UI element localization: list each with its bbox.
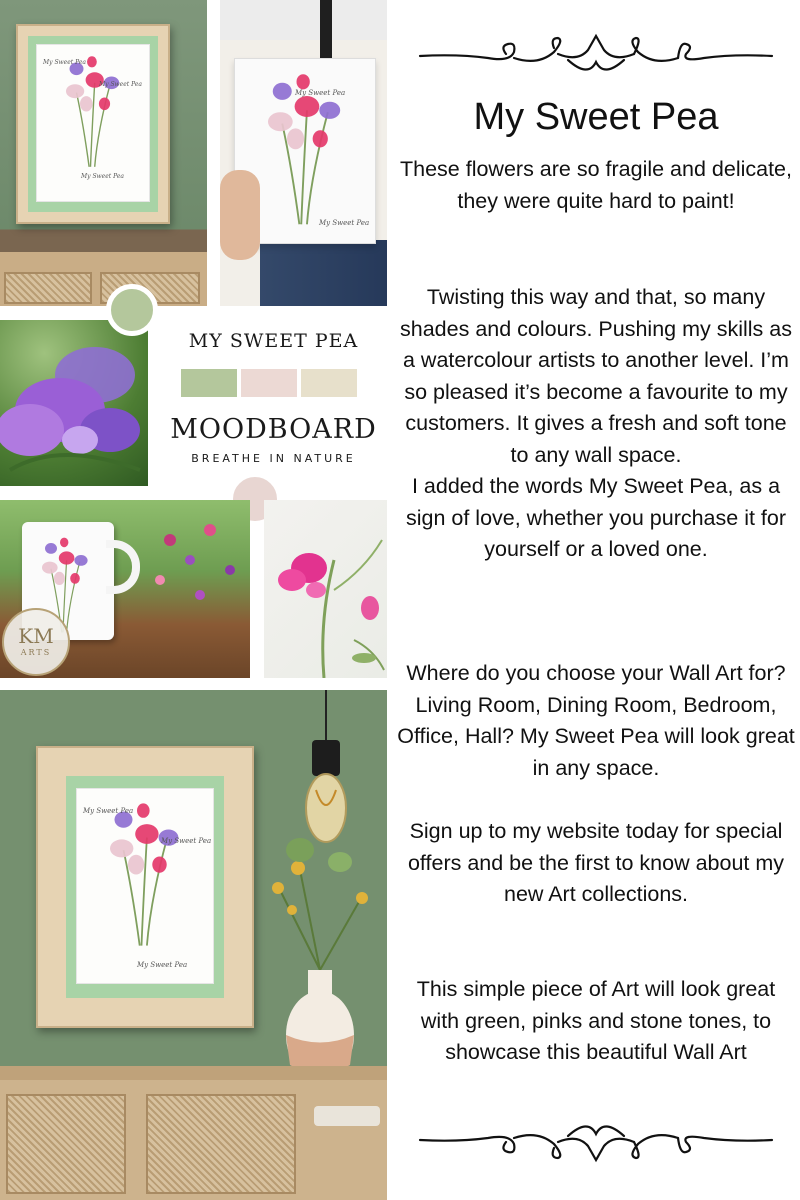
swatch-pink (241, 369, 297, 397)
moodboard-heading: MOODBOARD (170, 414, 377, 445)
print-script-text: My Sweet Pea (43, 59, 87, 66)
sweet-pea-petal (313, 130, 328, 147)
framed-print-room-photo (0, 690, 387, 1200)
story-paragraph: Twisting this way and that, so many shades and colours. Pushing my skills as a watercolour artists to another level. I’m so pleased it’s become a favourite to my customers. It gives a fresh and soft tone to any wall space. I added the words My Sweet Pea, as a sign of love, whether you purchase it for yourself or a loved one. (400, 285, 792, 561)
sweet-pea-petal (80, 96, 93, 111)
bag-strap (320, 0, 332, 64)
sweet-pea-petal (59, 551, 75, 564)
sweet-pea-petal (273, 83, 292, 100)
print-script-text: My Sweet Pea (99, 81, 143, 88)
sweet-pea-petal (99, 98, 110, 111)
sweet-pea-petal (54, 572, 65, 585)
sweet-pea-petal (87, 56, 97, 67)
logo-subtext: ARTS (20, 648, 52, 657)
rooms-paragraph: Where do you choose your Wall Art for? Living Room, Dining Room, Bedroom, Office, Hall? My Sweet Pea will look great in any space. (397, 661, 795, 780)
sweet-pea-petal (70, 573, 80, 584)
picture-frame (16, 24, 170, 224)
logo-letters: KM (18, 624, 54, 648)
moodboard-panel (160, 306, 387, 486)
print-script-text: My Sweet Pea (295, 89, 346, 97)
moodboard-title: MY SWEET PEA (188, 330, 359, 352)
jeans (260, 240, 387, 306)
print-script-text: My Sweet Pea (161, 837, 212, 845)
km-arts-logo (2, 608, 70, 676)
sweet-pea-petal (60, 538, 68, 548)
tote-bag-photo (220, 0, 387, 306)
frame-mat (28, 36, 158, 212)
arm (220, 170, 260, 260)
print-script-text: My Sweet Pea (137, 961, 188, 969)
sweet-pea-petal (45, 543, 57, 554)
sweet-pea-petal (268, 112, 293, 131)
print-script-text: My Sweet Pea (83, 807, 134, 815)
framed-print-photo (0, 0, 207, 306)
description-column (392, 0, 800, 1200)
purple-sweet-pea-photo (0, 320, 148, 486)
sweet-pea-petal (295, 96, 320, 117)
bottom-flourish-ornament (418, 1120, 774, 1164)
intro-paragraph: These flowers are so fragile and delicate, they were quite hard to paint! (400, 157, 792, 213)
sweet-pea-petal (297, 74, 310, 89)
page-title: My Sweet Pea (473, 96, 719, 138)
sweet-pea-petal (42, 562, 58, 574)
sweet-pea-petal (287, 128, 304, 149)
sweet-pea-petal (319, 102, 340, 119)
art-print (36, 44, 150, 202)
green-color-dot (106, 284, 158, 336)
colours-paragraph: This simple piece of Art will look great with green, pinks and stone tones, to showcase this beautiful Wall Art (416, 977, 776, 1064)
sideboard-cabinet (0, 252, 207, 306)
swatch-green (181, 369, 237, 397)
sideboard-cabinet (0, 1066, 387, 1200)
swatch-stone (301, 369, 357, 397)
moodboard-tagline: BREATHE IN NATURE (191, 452, 356, 465)
print-script-text: My Sweet Pea (319, 219, 370, 227)
top-flourish-ornament (418, 32, 774, 76)
signup-paragraph: Sign up to my website today for special offers and be the first to know about my new Art collections. (407, 819, 785, 906)
print-script-text: My Sweet Pea (81, 173, 125, 180)
sweet-pea-petal (74, 555, 87, 566)
sweet-pea-petal (66, 84, 84, 98)
pink-sweet-pea-photo (264, 500, 387, 678)
